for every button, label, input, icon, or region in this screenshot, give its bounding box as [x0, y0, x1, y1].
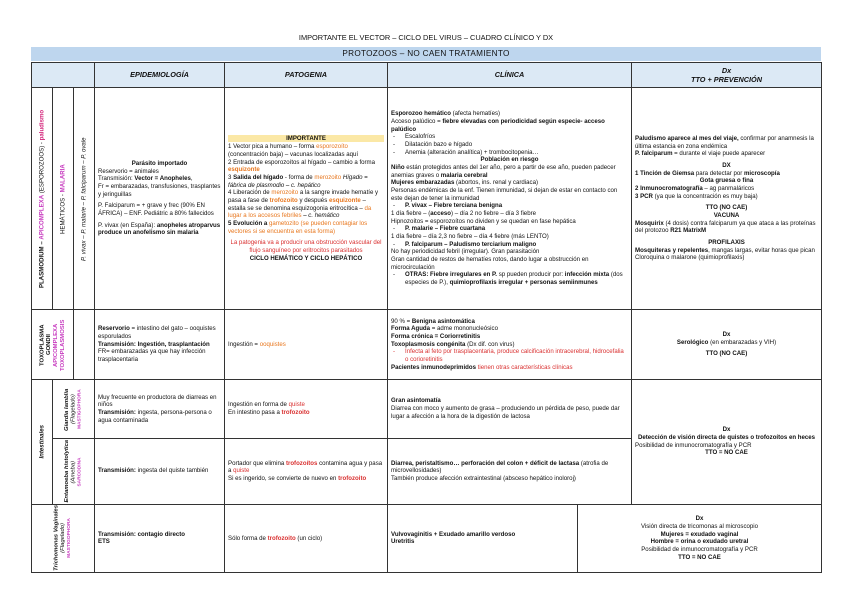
header-clinica: CLÍNICA [388, 63, 632, 88]
entamoeba-epidemiologia: Transmisión: ingesta del quiste también [95, 439, 225, 505]
section-banner: PROTOZOOS – NO CAEN TRATAMIENTO [31, 47, 821, 61]
header-row [32, 63, 822, 88]
page [31, 30, 821, 582]
header-epidemiologia: EPIDEMIOLOGÍA [95, 63, 225, 88]
document-title: IMPORTANTE EL VECTOR – CICLO DEL VIRUS – CUADRO CLÍNICO Y DX [298, 33, 554, 42]
toxoplasma-epidemiologia: Reservorio = intestino del gato – ooquistes esporulados Transmisión: Ingestión, trasplantación FR= embarazadas ya que hay infección trasplacentaria [95, 310, 225, 380]
trichomonas-clinica: Vulvovaginitis + Exudado amarillo verdoso Uretritis [388, 504, 578, 573]
plasmodium-patogenia: IMPORTANTE 1 Vector pica a humano – forma esporozoíto (concentración baja) – vacunas localizadas aquí 2 Entrada de esporozoítos al hígado – cambio a forma esquizonte 3 Salida del hígado - forma de merozoito Hígado = fábrica de plasmodio – c. hepático 4 Liberación de merozoito a la sangre invade hematíe y pasa a fase de trofozoito y después esquizonte – estalla se se denomina esquizogonia eritrocítica – da lugar a los accesos febriles – c. hemático 5 Evolución a gametozito (se pueden contagiar los vectores si se encuentra en esta forma) La patogenia va a producir una obstrucción vascular del flujo sanguíneo por eritrocitos parasitados CICLO HEMÁTICO Y CICLO HEPÁTICO [225, 88, 388, 310]
toxoplasma-patogenia: Ingestión = ooquistes [225, 310, 388, 380]
trichomonas-label: Trichomonas Vaginales (Flagelado) MASTIGOPHORA [32, 504, 95, 573]
header-patogenia: PATOGENIA [225, 63, 388, 88]
giardia-epidemiologia: Muy frecuente en productora de diarreas en niños Transmisión: ingesta, persona-persona o agua contaminada [95, 380, 225, 439]
protozoos-table [31, 62, 822, 573]
trichomonas-dx: Dx Visión directa de tricomonas al microscopio Mujeres = exudado vaginal Hombre = orina o exudado uretral Posibilidad de inmunocromatografía y PCR TTO = NO CAE [578, 504, 822, 573]
plasmodium-clinica: Esporozoo hemático (afecta hematíes) Acceso palúdico = fiebre elevadas con periodicidad según especie- acceso palúdico - Escalofríos - Dilatación bazo e hígado - Anemia (alteración analítica) + trombocitopenia… Población en riesgo Niño están protegidos antes del 1er año, pero a partir de ese año, pueden padecer anemias graves o malaria cerebral Mujeres embarazadas (abortos, ins. renal y cardiaca) Personas endémicas de la enf. Tienen inmunidad, si dejan de estar en contacto con este dejan de tener la inmunidad - P. vivax – Fiebre terciana benigna 1 día fiebre – (acceso) – día 2 no fiebre – día 3 fiebre Hipnozoítos = esporozoítos no dividen y se quedan en fase hepática - P. malarie – Fiebre cuartana 1 día fiebre – día 2,3 no fiebre – día 4 fiebre (más LENTO) - P. falciparum – Paludismo terciarium maligno No hay periodicidad febril (irregular). Gran parasitación Gran cantidad de restos de hematíes rotos, dando lugar a obstrucción en microcirculación - OTRAS: Fiebre irregulares en P. sp pueden producir por: infección mixta (dos especies de P.), quimioprofilaxis irregular + personas semiinmunes [388, 88, 632, 310]
plasmodium-subgroup-label: HEMÁTICOS - MALARIA [53, 88, 74, 310]
important-highlight: IMPORTANTE [228, 135, 384, 143]
entamoeba-patogenia: Portador que elimina trofozoítos contamina agua y pasa a quiste Si es ingerido, se convierte de nuevo en trofozoito [225, 439, 388, 505]
row-plasmodium [32, 88, 822, 310]
trichomonas-patogenia: Sólo forma de trofozoito (un ciclo) [225, 504, 388, 573]
entamoeba-label: Entamoeba histolytica (Ameba) SARCODINA [53, 439, 95, 505]
toxoplasma-clinica: 90 % = Benigna asintomática Forma Aguda = adme mononucleósico Forma crónica = Coriorretinitis Toxoplasmosis congénita (Dx dif. con virus) - Infecta al feto por trasplacentaria, produce calcificación intracerebral, hidrocefalia o corioretinitis Pacientes inmunodeprimidos tienen otras características clínicas [388, 310, 632, 380]
giardia-label: Giardia lamblia (Flagelado) MASTIGOPHORA [53, 380, 95, 439]
intestinales-dx: Dx Detección de visión directa de quistes o trofozoítos en heces Posibilidad de inmunocromatografía y PCR TTO = NO CAE [632, 380, 822, 505]
plasmodium-group-label: PLASMODIUM – APICOMPLEXA (ESPOROZOOS) - paludismo [32, 88, 53, 310]
plasmodium-dx-tto: Paludismo aparece al mes del viaje, confirmar por anamnesis la última estancia en zona endémica P. falciparum = durante el viaje puede aparecer DX 1 Tinción de Giemsa para detectar por microscopía Gota gruesa o fina 2 Inmunocromatografía – ag panmaláricos 3 PCR (ya que la concentración es muy baja) TTO (NO CAE) VACUNA Mosquirix (4 dosis) contra falciparum ya que ataca a las proteínas del protozoo R21 MatrixM PROFILAXIS Mosquiteras y repelentes, mangas largas, evitar horas que pican Cloroquina o malarone (quimioprofilaxis) [632, 88, 822, 310]
intestinales-label: Intestinales [32, 380, 53, 505]
plasmodium-epidemiologia: Parásito importado Reservorio = animales Transmisión: Vector = Anopheles, Fr = embarazadas, transfusiones, trasplantes y jeringuillas P. Falciparum = + grave y frec (90% EN ÁFRICA) – ENF. Pediátric a 80% fallecidos P. vivax (en España): anopheles atroparvus produce un anofelismo sin malaria [95, 88, 225, 310]
header-dx-tto: Dx TTO + PREVENCIÓN [632, 63, 822, 88]
row-giardia [32, 380, 822, 439]
entamoeba-clinica: Diarrea, peristaltismo… perforación del colon + déficit de lactasa (atrofia de microvellosidades) También produce afección extraintestinal (absceso hepático inoloroj) [388, 439, 632, 505]
giardia-clinica: Gran asintomatía Diarrea con moco y aumento de grasa – produciendo un pérdida de peso, puede dar lugar a afección a la hora de la digestión de lactosa [388, 380, 632, 439]
giardia-patogenia: Ingestión en forma de quiste En intestino pasa a trofozoito [225, 380, 388, 439]
trichomonas-epidemiologia: Transmisión: contagio directo ETS [95, 504, 225, 573]
toxoplasma-blank [74, 310, 95, 380]
row-trichomonas [32, 504, 822, 573]
header-blank [32, 63, 95, 88]
row-toxoplasma [32, 310, 822, 380]
plasmodium-species-label: P. vivax – P. malarie – P. falciparum – P. ovale [74, 88, 95, 310]
toxoplasma-label: TOXOPLASMA GONDII APICOMPLEXA TOXOPLASMOSIS [32, 310, 74, 380]
toxoplasma-dx: Dx Serológico (en embarazadas y VIH) TTO (NO CAE) [632, 310, 822, 380]
